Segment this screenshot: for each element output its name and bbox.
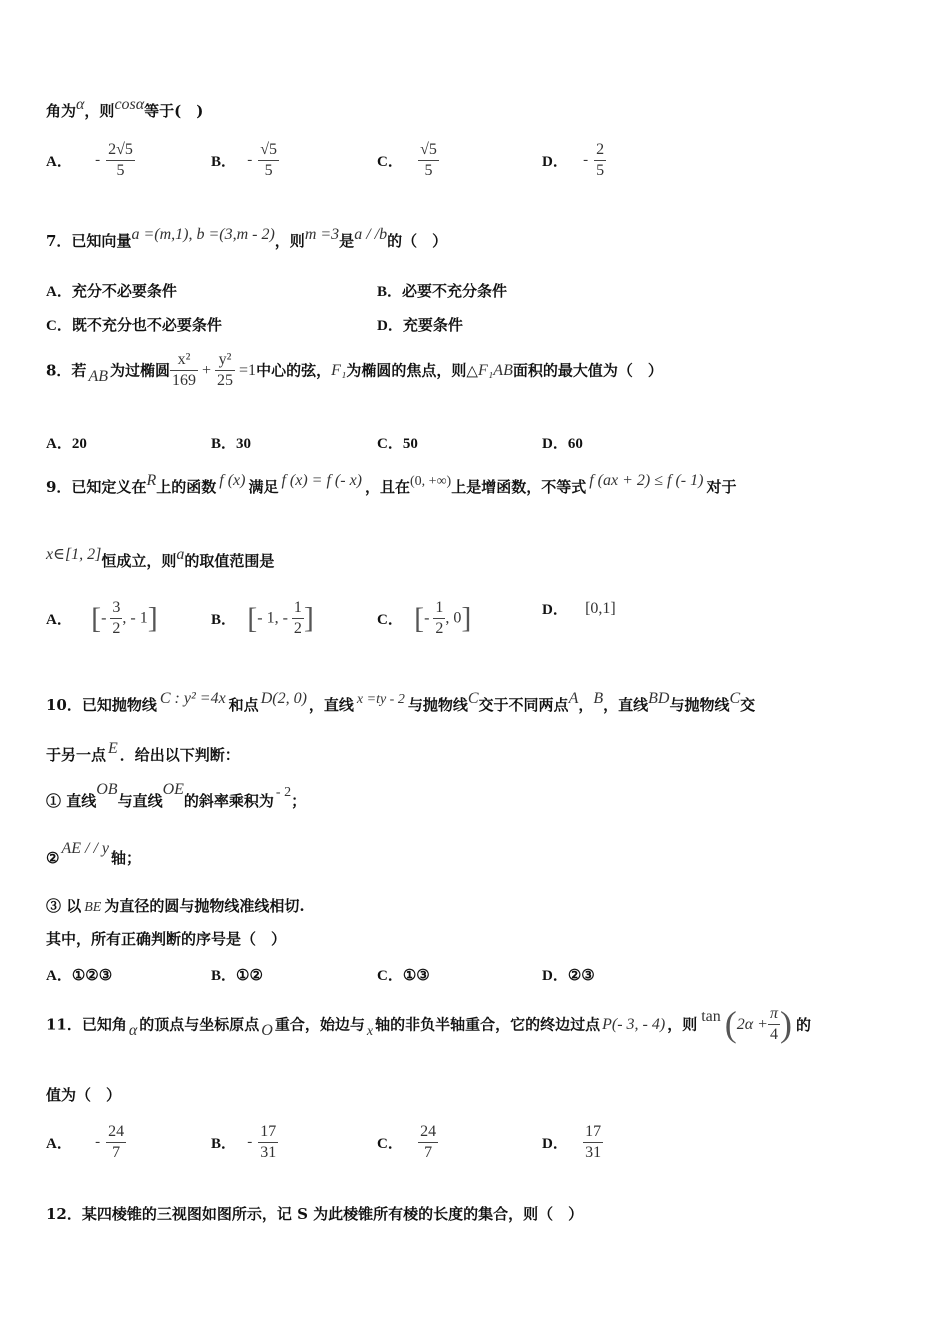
q10-j3-pre: ③ 以 bbox=[46, 897, 82, 915]
q8-plus: + bbox=[202, 361, 212, 379]
option-label: C． bbox=[377, 968, 403, 984]
right-bracket-icon: ] bbox=[303, 601, 314, 635]
fraction bbox=[418, 1122, 438, 1163]
fraction bbox=[258, 1122, 278, 1163]
q9-text-line2: 恒成立，则 bbox=[101, 552, 177, 570]
q10-j2-pre: ② bbox=[46, 849, 60, 867]
denominator: 2 bbox=[293, 620, 302, 637]
q11-text-pre: 11．已知角 bbox=[46, 1015, 127, 1034]
option-text: ①② bbox=[236, 966, 263, 984]
option-text: ①②③ bbox=[71, 966, 113, 984]
q10-judgement-2 bbox=[46, 840, 142, 868]
q10-j1-mid2: 的斜率乘积为 bbox=[183, 792, 274, 810]
q9-option-d[interactable] bbox=[542, 598, 616, 619]
q10-math-oe: OE bbox=[162, 781, 184, 798]
numerator: y² bbox=[215, 350, 235, 371]
q8-math-f1: F₁ bbox=[331, 361, 347, 379]
denominator: 7 bbox=[424, 1144, 433, 1161]
q11-text-mid3: 轴的非负半轴重合，它的终边过点 bbox=[375, 1015, 601, 1034]
option-text: ②③ bbox=[567, 966, 595, 984]
option-math-pre: - 1, - bbox=[257, 609, 292, 627]
q8-option-c[interactable] bbox=[377, 432, 418, 453]
q9-math-inequality: f (ax + 2) ≤ f (- 1) bbox=[589, 472, 704, 489]
q11-math-inner: 2α + bbox=[736, 1016, 768, 1033]
q6-option-b[interactable] bbox=[211, 140, 279, 181]
q10-ask: 其中，所有正确判断的序号是（ ） bbox=[46, 930, 287, 948]
q8-text-pre: 8．若 bbox=[46, 361, 87, 380]
q10-judgement-3 bbox=[46, 897, 305, 917]
option-label: D． bbox=[542, 968, 568, 984]
fraction bbox=[594, 140, 606, 181]
q8-option-d[interactable] bbox=[542, 432, 583, 453]
q10-text-mid4: 交于不同两点 bbox=[478, 696, 569, 714]
q7-text-mid: ，则 bbox=[274, 232, 305, 250]
q11-math-alpha: α bbox=[128, 1021, 138, 1039]
option-label: A． bbox=[46, 968, 72, 984]
denominator: 31 bbox=[585, 1144, 602, 1161]
option-label: B． bbox=[211, 1136, 237, 1152]
option-sign: - bbox=[95, 152, 101, 168]
option-sign: - bbox=[247, 1134, 253, 1150]
q10-option-b[interactable] bbox=[211, 964, 263, 985]
fraction bbox=[106, 140, 135, 181]
q8-math-f1ab: F₁AB bbox=[477, 361, 513, 379]
option-label: C． bbox=[377, 1136, 403, 1152]
q9-math-even: f (x) = f (- x) bbox=[281, 472, 362, 489]
q10-text-pre: 10．已知抛物线 bbox=[46, 696, 157, 714]
option-label: A． bbox=[46, 436, 72, 452]
q9-text-mid2: 满足 bbox=[248, 478, 279, 496]
q10-option-d[interactable] bbox=[542, 964, 595, 985]
q10-math-line: x =ty - 2 bbox=[356, 692, 405, 707]
question-10-stem bbox=[46, 690, 756, 716]
denominator: 31 bbox=[260, 1144, 277, 1161]
q7-option-c[interactable] bbox=[46, 314, 222, 335]
fraction bbox=[110, 598, 122, 639]
q10-math-ob: OB bbox=[96, 781, 118, 798]
question-12-stem: 12．某四棱锥的三视图如图所示，记 S 为此棱锥所有棱的长度的集合，则（ ） bbox=[46, 1205, 584, 1223]
q11-pi-over-four bbox=[768, 1004, 780, 1045]
numerator: 1 bbox=[292, 598, 304, 619]
q9-text-pre: 9．已知定义在 bbox=[46, 478, 147, 496]
q6-text-mid: ，则 bbox=[84, 102, 115, 120]
q7-text-post: 的（ ） bbox=[387, 232, 448, 250]
q7-option-d[interactable] bbox=[377, 314, 463, 335]
option-label: C． bbox=[46, 318, 72, 334]
option-label: A． bbox=[46, 284, 72, 300]
numerator: √5 bbox=[258, 140, 279, 161]
denominator: 25 bbox=[217, 372, 234, 389]
q11-text-mid2: 重合，始边与 bbox=[274, 1015, 365, 1034]
option-sign: - bbox=[95, 1134, 101, 1150]
denominator: 5 bbox=[424, 162, 433, 179]
q8-ellipse-fraction-2 bbox=[215, 350, 235, 391]
option-label: B． bbox=[211, 612, 237, 628]
q11-option-a[interactable] bbox=[46, 1122, 126, 1163]
option-label: C． bbox=[377, 154, 403, 170]
numerator: π bbox=[768, 1004, 780, 1025]
q7-math-m: m =3 bbox=[304, 226, 340, 243]
q10-text-mid5: ，直线 bbox=[603, 696, 649, 714]
q8-text-mid2: 中心的弦， bbox=[256, 361, 332, 380]
q8-math-ab: AB bbox=[88, 367, 108, 385]
left-paren-icon: ( bbox=[724, 1004, 737, 1044]
option-label: D． bbox=[542, 436, 568, 452]
numerator: √5 bbox=[418, 140, 439, 161]
q10-j1-mid: 与直线 bbox=[117, 792, 163, 810]
option-label: A． bbox=[46, 154, 72, 170]
numerator: 1 bbox=[433, 598, 445, 619]
right-bracket-icon: ] bbox=[461, 601, 472, 635]
q11-math-x: x bbox=[366, 1023, 374, 1039]
q10-comma: ， bbox=[578, 696, 594, 714]
q10-math-neg-two: - 2 bbox=[275, 785, 292, 800]
question-10-line-2 bbox=[46, 740, 240, 765]
fraction bbox=[258, 140, 279, 181]
left-bracket-icon: [ bbox=[414, 601, 425, 635]
q6-text-pre: 角为 bbox=[46, 102, 77, 120]
option-label: D． bbox=[542, 1136, 568, 1152]
numerator: 24 bbox=[106, 1122, 126, 1143]
option-label: D． bbox=[542, 602, 568, 618]
q11-text-mid: 的顶点与坐标原点 bbox=[139, 1015, 260, 1034]
q8-equals-one: =1 bbox=[239, 361, 257, 379]
option-label: A． bbox=[46, 612, 72, 628]
q7-math-parallel: a / /b bbox=[354, 226, 388, 243]
question-11-stem bbox=[46, 1003, 811, 1046]
q11-math-tan: tan bbox=[701, 1007, 721, 1025]
q6-math-alpha: α bbox=[76, 96, 85, 113]
q8-text-post: 面积的最大值为（ ） bbox=[512, 361, 663, 380]
q9-math-a: a bbox=[176, 546, 185, 563]
q10-text-mid2: ，直线 bbox=[308, 696, 354, 714]
q8-option-b[interactable] bbox=[211, 432, 251, 453]
q10-math-c: C bbox=[467, 690, 479, 707]
question-8-stem bbox=[46, 350, 663, 391]
right-bracket-icon: ] bbox=[147, 601, 158, 635]
q11-math-point-p: P(- 3, - 4) bbox=[602, 1016, 666, 1033]
q10-math-e: E bbox=[108, 740, 118, 757]
q10-text-mid6: 与抛物线 bbox=[669, 696, 730, 714]
q10-math-parabola: C : y² =4x bbox=[159, 690, 226, 707]
q8-text-mid3: 为椭圆的焦点，则△ bbox=[346, 361, 478, 380]
q10-text-mid: 和点 bbox=[228, 696, 259, 714]
q9-option-c[interactable] bbox=[377, 598, 471, 639]
q11-text-post: 的 bbox=[795, 1015, 811, 1034]
option-label: C． bbox=[377, 612, 403, 628]
q11-option-b[interactable] bbox=[211, 1122, 278, 1163]
q10-math-ae-parallel: AE / / y bbox=[61, 840, 109, 857]
question-7-stem bbox=[46, 226, 448, 251]
denominator: 7 bbox=[112, 1144, 121, 1161]
q10-math-a: A bbox=[568, 690, 579, 707]
q7-text-pre: 7．已知向量 bbox=[46, 232, 132, 250]
q10-j1-post: ； bbox=[291, 792, 307, 810]
numerator: 24 bbox=[418, 1122, 438, 1143]
q10-math-b: B bbox=[593, 690, 604, 707]
option-text: 30 bbox=[236, 436, 252, 452]
q8-text-mid: 为过椭圆 bbox=[109, 361, 170, 380]
denominator: 5 bbox=[264, 162, 273, 179]
fraction bbox=[292, 598, 304, 639]
q10-option-a[interactable] bbox=[46, 964, 112, 985]
q9-text-mid3: ，且在 bbox=[365, 478, 411, 496]
numerator: 2√5 bbox=[106, 140, 135, 161]
option-text: ①③ bbox=[402, 966, 430, 984]
option-label: D． bbox=[542, 154, 568, 170]
q9-math-interval: (0, +∞) bbox=[410, 474, 452, 489]
q7-option-a[interactable] bbox=[46, 280, 177, 301]
denominator: 169 bbox=[172, 372, 196, 389]
denominator: 2 bbox=[435, 620, 444, 637]
q10-line2-pre: 于另一点 bbox=[46, 746, 107, 764]
numerator: 17 bbox=[258, 1122, 278, 1143]
option-text: 50 bbox=[402, 436, 418, 452]
denominator: 5 bbox=[596, 162, 605, 179]
option-label: D． bbox=[377, 318, 403, 334]
q8-ellipse-fraction-1 bbox=[170, 350, 198, 391]
q11-option-d[interactable] bbox=[542, 1122, 603, 1163]
question-11-line-2: 值为（ ） bbox=[46, 1086, 122, 1104]
left-bracket-icon: [ bbox=[91, 601, 102, 635]
q9-text-post: 对于 bbox=[706, 478, 737, 496]
q6-option-d[interactable] bbox=[542, 140, 606, 181]
option-sign: - bbox=[583, 152, 589, 168]
fraction bbox=[106, 1122, 126, 1163]
q6-text-post: 等于( ) bbox=[144, 102, 204, 120]
q10-line2-post: ．给出以下判断： bbox=[119, 746, 240, 764]
option-label: B． bbox=[377, 284, 403, 300]
option-math-pre: - bbox=[424, 609, 434, 627]
fraction bbox=[418, 140, 439, 181]
q6-math-cos: cosα bbox=[114, 96, 145, 113]
option-text: 20 bbox=[71, 436, 87, 452]
q6-continuation bbox=[46, 96, 204, 121]
q9-math-r: R bbox=[146, 472, 157, 489]
q6-option-a[interactable] bbox=[46, 140, 135, 181]
option-text: 充分不必要条件 bbox=[71, 282, 177, 300]
q10-j3-post: 为直径的圆与抛物线准线相切. bbox=[104, 897, 305, 915]
right-paren-icon: ) bbox=[779, 1004, 792, 1044]
option-label: B． bbox=[211, 436, 237, 452]
q7-text-mid2: 是 bbox=[339, 232, 355, 250]
q10-math-c-2: C bbox=[729, 690, 741, 707]
q10-text-post: 交 bbox=[740, 696, 756, 714]
option-label: C． bbox=[377, 436, 403, 452]
denominator: 2 bbox=[112, 620, 121, 637]
option-text: 60 bbox=[567, 436, 583, 452]
option-text: 必要不充分条件 bbox=[402, 282, 508, 300]
denominator: 4 bbox=[769, 1026, 778, 1044]
q9-option-b[interactable] bbox=[211, 598, 314, 639]
q7-math-vectors: a =(m,1), b =(3,m - 2) bbox=[131, 226, 275, 243]
question-9-line-2 bbox=[46, 546, 275, 571]
q9-text-line2-post: 的取值范围是 bbox=[184, 552, 275, 570]
q10-math-bd: BD bbox=[648, 690, 670, 707]
fraction bbox=[433, 598, 445, 639]
option-label: A． bbox=[46, 1136, 72, 1152]
q7-option-b[interactable] bbox=[377, 280, 507, 301]
option-math-post: , 0 bbox=[445, 609, 462, 627]
option-label: B． bbox=[211, 968, 237, 984]
question-9-stem bbox=[46, 472, 737, 498]
option-math-pre: - bbox=[101, 609, 111, 627]
q10-math-point-d: D(2, 0) bbox=[260, 690, 307, 707]
q9-option-a[interactable] bbox=[46, 598, 158, 639]
q10-j2-post: 轴； bbox=[111, 849, 142, 867]
numerator: 17 bbox=[583, 1122, 603, 1143]
option-text: 充要条件 bbox=[402, 316, 463, 334]
denominator: 5 bbox=[116, 162, 125, 179]
numerator: 2 bbox=[594, 140, 606, 161]
q9-text-mid: 上的函数 bbox=[156, 478, 217, 496]
fraction bbox=[583, 1122, 603, 1163]
q10-math-be: BE bbox=[84, 900, 102, 915]
q11-option-c[interactable] bbox=[377, 1122, 438, 1163]
q10-judgement-1 bbox=[46, 781, 307, 812]
q11-math-o: O bbox=[261, 1021, 273, 1039]
q10-text-mid3: 与抛物线 bbox=[407, 696, 468, 714]
q9-text-mid4: 上是增函数，不等式 bbox=[451, 478, 587, 496]
option-sign: - bbox=[247, 152, 253, 168]
q6-option-c[interactable] bbox=[377, 140, 439, 181]
option-math-post: , - 1 bbox=[122, 609, 148, 627]
q10-j1-pre: ① 直线 bbox=[46, 792, 97, 810]
option-label: B． bbox=[211, 154, 237, 170]
q11-text-mid4: ，则 bbox=[667, 1015, 698, 1034]
numerator: x² bbox=[170, 350, 198, 371]
numerator: 3 bbox=[110, 598, 122, 619]
option-text: [0,1] bbox=[585, 599, 616, 617]
q9-math-x-range: x∈[1, 2] bbox=[46, 546, 102, 563]
q10-option-c[interactable] bbox=[377, 964, 430, 985]
option-text: 既不充分也不必要条件 bbox=[71, 316, 222, 334]
q9-math-fx: f (x) bbox=[219, 472, 246, 489]
q8-option-a[interactable] bbox=[46, 432, 87, 453]
left-bracket-icon: [ bbox=[247, 601, 258, 635]
